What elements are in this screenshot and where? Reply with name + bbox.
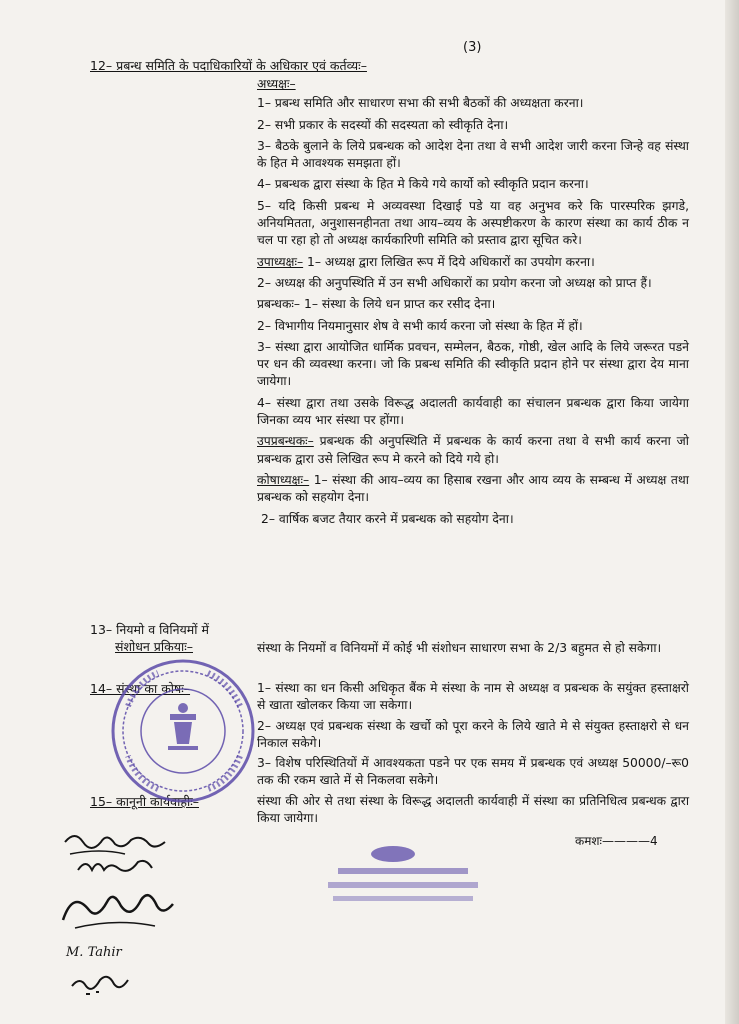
adhyaksh-item: 1– प्रबन्ध समिति और साधारण सभा की सभी बैठकों की अध्यक्षता करना।: [257, 96, 584, 111]
adhyaksh-item: 3– बैठके बुलाने के लिये प्रबन्धक को आदेश देना तथा वे सभी आदेश जारी करना जिन्हे वह संस्था के हित मे आवश्यक समझता हों।: [257, 138, 689, 171]
section-12-heading: [90, 57, 367, 74]
section-14-item: 2– अध्यक्ष एवं प्रबन्धक संस्था के खर्चो को पूरा करने के लिये खाते मे से संयुक्त हस्ताक्षरो से धन निकाल सकेगे।: [257, 718, 689, 750]
adhyaksh-item: 4– प्रबन्धक द्वारा संस्था के हित मे किये गये कार्यो को स्वीकृति प्रदान करना।: [257, 177, 589, 192]
section-12-body: [257, 76, 689, 532]
page-number: (3): [463, 40, 482, 55]
upadhyaksh-title: उपाध्यक्षः–: [257, 254, 304, 269]
signature-2-icon: [70, 852, 170, 878]
section-15-label: 15– कानूनी कार्यवाहीः–: [90, 794, 199, 809]
adhyaksh-title: अध्यक्षः–: [257, 77, 296, 91]
prabandhak-title: प्रबन्धकः–: [257, 297, 301, 312]
section-12-title: 12– प्रबन्ध समिति के पदाधिकारियों के अधिकार एवं कर्तव्यः–: [90, 58, 367, 73]
adhyaksh-item: 2– सभी प्रकार के सदस्यों की सदस्यता को स्वीकृति देना।: [257, 117, 509, 132]
section-14-body: [257, 680, 689, 793]
prabandhak-item: 3– संस्था द्वारा आयोजित धार्मिक प्रवचन, सम्मेलन, बैठक, गोष्ठी, खेल आदि के लिये जरूरत पडने पर धन की व्यवस्था करना। जो कि प्रबन्ध समिति की स्वीकृति प्रदान होने पर संस्था द्वारा देय माना जायेगा।: [257, 339, 689, 389]
signature-4-text: M. Tahir: [66, 945, 122, 960]
koshadhyaksh-title: कोषाध्यक्षः–: [257, 472, 310, 487]
round-stamp-icon: [108, 656, 258, 806]
upprabandhak-title: उपप्रबन्धकः–: [257, 434, 314, 449]
section-14-item: 3– विशेष परिस्थितियों में आवश्यकता पडने पर एक समय में प्रबन्धक एवं अध्यक्ष 50000/–रू0 तक की रकम खाते में से निकलवा सकेगे।: [257, 756, 689, 788]
upprabandhak-text: उपप्रबन्धकः– प्रबन्धक की अनुपस्थिति में प्रबन्धक के कार्य करना तथा वे सभी कार्य करना जो प्रबन्धक द्वारा उसे लिखित रूप मे करने को दिये गये हो।: [257, 434, 689, 466]
section-15-body: संस्था की ओर से तथा संस्था के विरूद्ध अदालती कार्यवाही में संस्था का प्रतिनिधित्व प्रबन्धक द्वारा किया जायेगा।: [257, 794, 689, 826]
upadhyaksh-item: 2– अध्यक्ष की अनुपस्थिति में उन सभी अधिकारों का प्रयोग करना जो अध्यक्ष को प्राप्त हैं।: [257, 275, 652, 290]
upadhyaksh-item-1: उपाध्यक्षः– 1– अध्यक्ष द्वारा लिखित रूप में दिये अधिकारों का उपयोग करना।: [257, 254, 595, 269]
official-seal-icon: [318, 840, 488, 910]
section-14-label: 14– संस्था का कोषः–: [90, 681, 191, 696]
continued-marker: कमशः————4: [575, 834, 658, 848]
section-14-item: 1– संस्था का धन किसी अधिकृत बैंक मे संस्था के नाम से अध्यक्ष व प्रबन्धक के सयुंक्त हस्ताक्षरो से खाता खोलकर किया जा सकेगा।: [257, 681, 689, 713]
prabandhak-item-1: प्रबन्धकः– 1– संस्था के लिये धन प्राप्त कर रसीद देना।: [257, 297, 496, 312]
prabandhak-item: 4– संस्था द्वारा तथा उसके विरूद्ध अदालती कार्यवाही का संचालन प्रबन्धक द्वारा किया जायेगा जिनका व्यय भार संस्था पर होंगा।: [257, 395, 689, 428]
section-13-label: 13– नियमो व विनियमों में संशोधन प्रकियाः–: [90, 622, 209, 654]
prabandhak-item: 2– विभागीय नियमानुसार शेष वे सभी कार्य करना जो संस्था के हित में हों।: [257, 318, 583, 333]
signature-5-icon: [66, 968, 146, 998]
page-edge-shadow: [725, 0, 739, 1024]
adhyaksh-item: 5– यदि किसी प्रबन्ध मे अव्यवस्था दिखाई पडे या वह अनुभव करे कि पारस्परिक झगडे, अनियमितता, अनुशासनहीनता तथा आय–व्यय के अस्पष्टीकरण के कारण संस्था का कार्य ठीक न चल पा रहा हो तो अध्यक्ष कार्यकारिणी समिति को प्रस्ताव द्वारा सूचित करे।: [257, 198, 689, 248]
koshadhyaksh-item-1: कोषाध्यक्षः– 1– संस्था की आय–व्यय का हिसाब रखना और आय व्यय के सम्बन्ध में अध्यक्ष तथा प्रबन्धक को सहयोग देना।: [257, 472, 689, 505]
section-13-body: संस्था के नियमों व विनियमों में कोई भी संशोधन साधारण सभा के 2/3 बहुमत से हो सकेगा।: [257, 641, 662, 655]
koshadhyaksh-item: 2– वार्षिक बजट तैयार करने में प्रबन्धक को सहयोग देना।: [261, 511, 514, 526]
signature-3-icon: [55, 880, 195, 932]
